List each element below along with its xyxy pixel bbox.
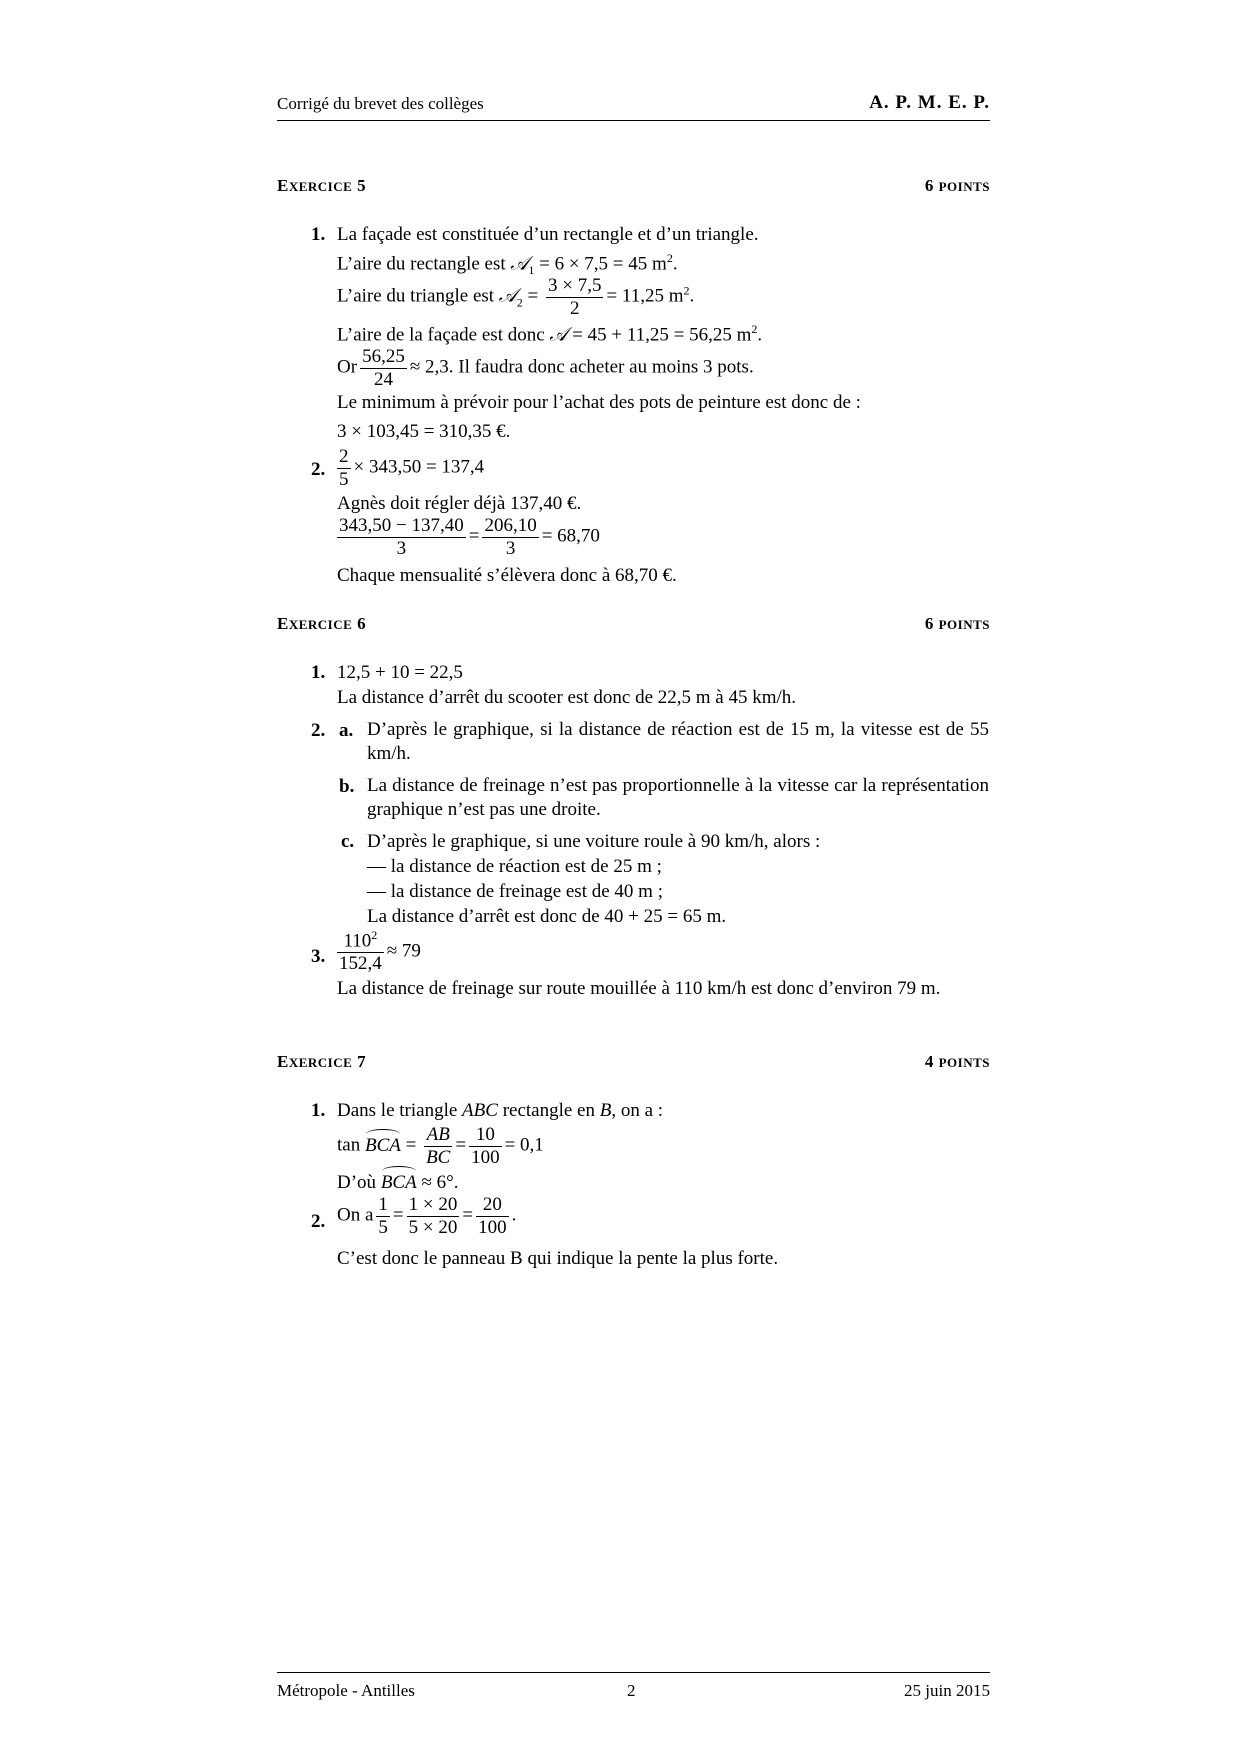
exercise-5-title: EXERCICE 5 (277, 176, 367, 195)
fraction: $\frac{1 \times 20}{5 \times 20}$ (408, 1194, 458, 1238)
ex6-q3-number: 3. (311, 946, 326, 967)
fraction: $\frac{110^2}{152,4}$ (339, 928, 382, 975)
header-apmep: A. P. M. E. P. (869, 92, 990, 113)
ex6-q2c-label: c. (341, 831, 355, 852)
fraction: $\frac{2}{5}$ (339, 446, 349, 490)
ex6-q2-number: 2. (311, 720, 326, 741)
exercise-5-points: 6 POINTS (924, 176, 990, 195)
fraction: $\frac{10}{100}$ (471, 1124, 500, 1168)
exercise-6-points: 6 POINTS (924, 614, 990, 633)
ex6-q1-number: 1. (311, 662, 326, 683)
ex5-q2-line3: $\frac{343,50 - 137,40}{3}$ = $\frac{206,10}{3}$ = 68,70 (339, 515, 600, 559)
ex6-q1-line1: 12,5 + 10 = 22,5 (337, 662, 463, 683)
ex5-q1-line2: L’aire du rectangle est 𝒜$_1$ = 6 × 7,5 = 45 $m^2$. (337, 251, 678, 278)
fraction: $\frac{56,25}{24}$ (362, 346, 405, 390)
angle-hat: BCA (364, 1134, 401, 1156)
page-number: 2 (627, 1681, 636, 1700)
ex6-q1-line2: La distance d’arrêt du scooter est donc de 22,5 m à 45 km/h. (337, 687, 797, 708)
page-header (277, 94, 990, 121)
ex5-q1-line4: L’aire de la façade est donc 𝒜 = 45 + 11,25 = 56,25 $m^2$. (337, 322, 763, 346)
page-footer (277, 1672, 990, 1703)
ex7-q2-line1: On a $\frac{1}{5}$ = $\frac{1 \times 20}{5 \times 20}$ = $\frac{20}{100}$ . (337, 1194, 517, 1238)
ex6-q3-text: La distance de freinage sur route mouillée à 110 km/h est donc d’environ 79 m. (337, 978, 941, 999)
ex5-q1-line1: La façade est constituée d’un rectangle et d’un triangle. (337, 224, 759, 245)
fraction: $\frac{1}{5}$ (378, 1194, 388, 1238)
ex5-q2-line1: $\frac{2}{5}$ × 343,50 = 137,4 (339, 446, 485, 490)
footer-date: 25 juin 2015 (904, 1681, 990, 1700)
ex5-q2-number: 2. (311, 459, 326, 480)
ex7-q1-line3: D’où BCA ≈ 6°. (337, 1172, 459, 1193)
ex6-q2c-line3: — la distance de freinage est de 40 m ; (367, 881, 663, 902)
ex7-q1-line2: tan BCA = $\frac{AB}{BC}$ = $\frac{10}{100}$ = 0,1 (337, 1124, 544, 1168)
exercise-7-points: 4 POINTS (924, 1052, 990, 1071)
ex6-q2c-line2: — la distance de réaction est de 25 m ; (367, 856, 662, 877)
fraction: $\frac{3 \times 7,5}{2}$ (548, 275, 602, 319)
fraction: $\frac{343,50 - 137,40}{3}$ (339, 515, 464, 559)
exercise-7-title: EXERCICE 7 (277, 1052, 367, 1071)
ex6-q2c-line1: D’après le graphique, si une voiture roule à 90 km/h, alors : (367, 831, 821, 852)
fraction: $\frac{206,10}{3}$ (484, 515, 537, 559)
ex7-q2-line2: C’est donc le panneau B qui indique la pente la plus forte. (337, 1248, 779, 1269)
fraction: $\frac{20}{100}$ (478, 1194, 507, 1238)
ex6-q2b-text: La distance de freinage n’est pas proportionnelle à la vitesse car la représentation graphique n’est pas une droite. (367, 775, 989, 820)
exercise-6-title: EXERCICE 6 (277, 614, 367, 633)
ex7-q1-number: 1. (311, 1100, 326, 1121)
ex5-q2-line4: Chaque mensualité s’élèvera donc à 68,70 €. (337, 565, 677, 586)
ex5-q1-line3: L’aire du triangle est 𝒜$_2$ = $\frac{3 \times 7,5}{2}$ = 11,25 $m^2$. (337, 275, 695, 319)
ex5-q1-line5: Or $\frac{56,25}{24}$ ≈ 2,3. Il faudra donc acheter au moins 3 pots. (337, 346, 754, 390)
header-title: Corrigé du brevet des collèges (277, 94, 484, 113)
ex6-q2c-line4: La distance d’arrêt est donc de 40 + 25 = 65 m. (367, 906, 727, 927)
fraction: $\frac{AB}{BC}$ (426, 1124, 451, 1168)
ex6-q3-line1: $\frac{110^2}{152,4}$ ≈ 79 (339, 928, 421, 975)
ex6-q2a-label: a. (339, 720, 354, 741)
ex5-q1-line6: Le minimum à prévoir pour l’achat des pots de peinture est donc de : (337, 392, 861, 413)
ex5-q1-number: 1. (311, 224, 326, 245)
ex6-q2b-label: b. (339, 776, 355, 797)
ex6-q2a-text: D’après le graphique, si la distance de réaction est de 15 m, la vitesse est de 55 km/h. (367, 719, 989, 764)
angle-hat: BCA (380, 1172, 417, 1193)
ex7-q1-line1: Dans le triangle ABC rectangle en B, on a : (337, 1100, 664, 1121)
ex7-q2-number: 2. (311, 1211, 326, 1232)
ex5-q1-line7: 3 × 103,45 = 310,35 €. (337, 421, 511, 442)
footer-left: Métropole - Antilles (277, 1681, 415, 1700)
ex5-q2-line2: Agnès doit régler déjà 137,40 €. (337, 493, 582, 514)
